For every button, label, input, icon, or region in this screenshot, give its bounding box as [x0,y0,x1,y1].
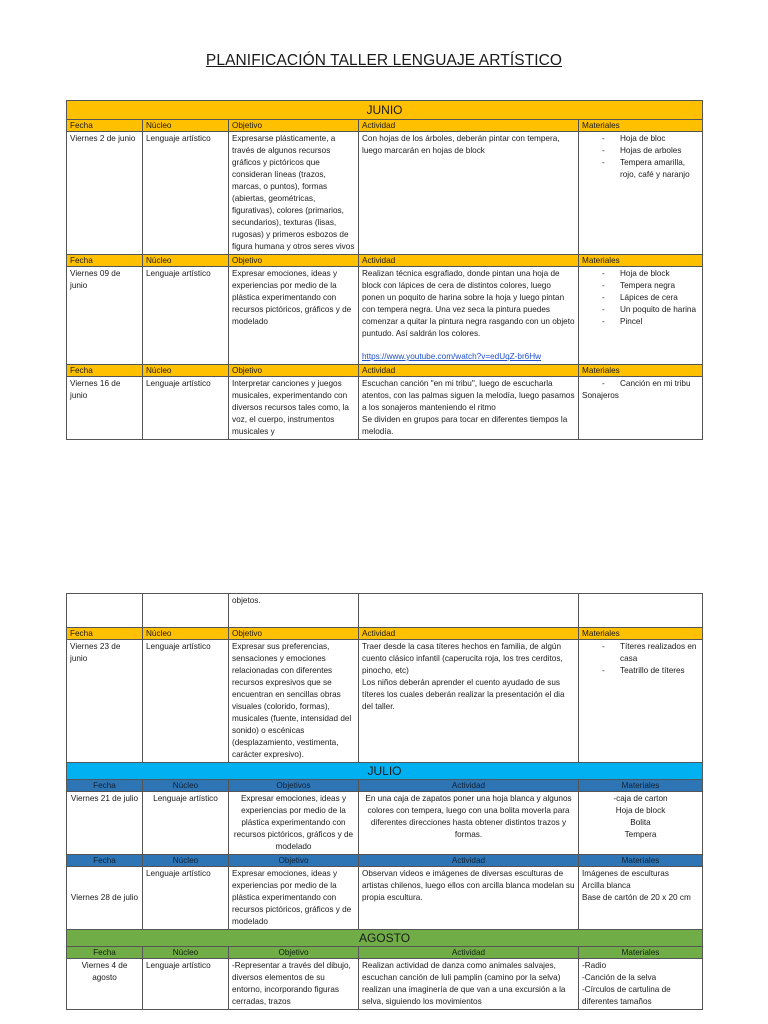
header-actividad: Actividad [359,855,579,867]
header-actividad: Actividad [359,255,579,267]
nucleo-cell: Lenguaje artístico [143,959,229,1010]
materiales-item: - Hoja de block [582,268,699,280]
document-title: PLANIFICACIÓN TALLER LENGUAJE ARTÍSTICO [205,52,563,69]
materiales-item: - Canción en mi tribu [582,378,699,390]
materiales-cell: -caja de carton Hoja de block Bolita Tempera [579,792,703,855]
nucleo-cell: Lenguaje artístico [143,377,229,440]
header-nucleo: Núcleo [143,628,229,640]
table-row-continued [67,594,703,628]
column-header-row [67,255,703,267]
column-header-row [67,365,703,377]
header-materiales: Materiales [579,628,703,640]
youtube-link[interactable]: https://www.youtube.com/watch?v=edUqZ-br6Hw [362,352,542,361]
actividad-cell: Escuchan canción "en mi tribu", luego de escucharla atentos, con las palmas siguen la melodía, luego pasamos a los sonajeros manteniendo el ritmo Se dividen en grupos para tocar en diferentes tiempos la melodía. [359,377,579,440]
header-actividad: Actividad [359,947,579,959]
nucleo-cell: Lenguaje artístico [143,132,229,255]
nucleo-cell: Lenguaje artístico [143,640,229,763]
actividad-text: Realizan técnica esgrafiado, donde pintan una hoja de block con lápices de cera de distintos colores, luego ponen un poquito de harina sobre la hoja y luego pintan con tempera negra. Una vez seca la pintura puedes comenzar a quitar la pintura negra rasgando con un objeto puntudo. Así saldrán los colores. [362,269,575,338]
materiales-cell [579,640,703,763]
materiales-item: - Lápices de cera [582,292,699,304]
header-fecha: Fecha [67,365,143,377]
table-row [67,792,703,855]
table-row [67,132,703,255]
header-fecha: Fecha [67,947,143,959]
header-actividad: Actividad [359,628,579,640]
table-row [67,640,703,763]
objetivo-cell: Expresarse plásticamente, a través de algunos recursos gráficos y pictóricos que consideran líneas (trazos, marcas, o puntos), formas (abiertas, geométricas, figurativas), colores (primarios, secundarios), texturas (lisas, rugosas) y primeros esbozos de figura humana y otros seres vivos [229,132,359,255]
table-row [67,377,703,440]
materiales-item: - Un poquito de harina [582,304,699,316]
materiales-item: - Pincel [582,316,699,328]
objetivo-cell: Expresar emociones, ideas y experiencias por medio de la plástica experimentando con recursos pictóricos, gráficos y de modelado [229,792,359,855]
header-objetivo: Objetivo [229,365,359,377]
materiales-item: - Hojas de arboles [582,145,699,157]
header-materiales: Materiales [579,947,703,959]
materiales-item: - Tempera negra [582,280,699,292]
header-fecha: Fecha [67,255,143,267]
header-objetivo: Objetivo [229,628,359,640]
fecha-cell: Viernes 23 de junio [67,640,143,763]
header-fecha: Fecha [67,120,143,132]
junio-table-page-1 [66,100,703,440]
header-objetivo: Objetivo [229,255,359,267]
header-fecha: Fecha [67,628,143,640]
header-materiales: Materiales [579,255,703,267]
month-header-julio: JULIO [67,763,703,780]
materiales-cell: -Radio -Canción de la selva -Círculos de cartulina de diferentes tamaños [579,959,703,1010]
actividad-cell: En una caja de zapatos poner una hoja blanca y algunos colores con tempera, luego con una bolita moverla para diferentes direcciones hasta obtener distintos trazos y formas. [359,792,579,855]
objetivo-cell: Interpretar canciones y juegos musicales, experimentando con diversos recursos tales como, la voz, el cuerpo, instrumentos musicales y [229,377,359,440]
table-row [67,867,703,930]
materiales-item: - Tempera amarilla, rojo, café y naranjo [582,157,699,181]
materiales-cell [579,132,703,255]
header-nucleo: Núcleo [143,947,229,959]
nucleo-cell: Lenguaje artístico [143,267,229,365]
objetivo-cell: objetos. [229,594,359,628]
fecha-cell: Viernes 16 de junio [67,377,143,440]
header-fecha: Fecha [67,780,143,792]
column-header-row [67,120,703,132]
header-materiales: Materiales [579,120,703,132]
column-header-row [67,855,703,867]
header-nucleo: Núcleo [143,255,229,267]
fecha-cell: Viernes 21 de julio [67,792,143,855]
month-header-agosto: AGOSTO [67,930,703,947]
actividad-cell: Traer desde la casa títeres hechos en familia, de algún cuento clásico infantil (caperucita roja, los tres cerditos, pinocho, etc) Los niños deberán aprender el cuento ayudado de sus títeres los cuales deberán realizar la presentación el dia del taller. [359,640,579,763]
header-fecha: Fecha [67,855,143,867]
header-objetivo: Objetivo [229,855,359,867]
actividad-cell: Observan videos e imágenes de diversas esculturas de artistas chilenos, luego ellos con arcilla blanca modelan su propia escultura. [359,867,579,930]
header-actividad: Actividad [359,120,579,132]
table-row [67,267,703,365]
nucleo-cell: Lenguaje artístico [143,792,229,855]
objetivo-cell: Expresar sus preferencias, sensaciones y emociones relacionadas con diferentes recursos expresivos que se encuentran en sencillas obras visuales (colorido, formas), musicales (fuente, intensidad del sonido) o escénicas (desplazamiento, vestimenta, carácter expresivo). [229,640,359,763]
nucleo-cell: Lenguaje artístico [143,867,229,930]
column-header-row [67,628,703,640]
table-row [67,959,703,1010]
header-materiales: Materiales [579,365,703,377]
objetivo-cell: Expresar emociones, ideas y experiencias por medio de la plástica experimentando con recursos pictóricos, gráficos y de modelado [229,267,359,365]
plan-table-page-2 [66,593,703,1010]
header-nucleo: Núcleo [143,855,229,867]
fecha-cell: Viernes 4 de agosto [67,959,143,1010]
materiales-item: - Hoja de bloc [582,133,699,145]
materiales-cell: Imágenes de esculturas Arcilla blanca Base de cartón de 20 x 20 cm [579,867,703,930]
header-objetivo: Objetivo [229,947,359,959]
objetivo-cell: Expresar emociones, ideas y experiencias por medio de la plástica experimentando con recursos pictóricos, gráficos y de modelado [229,867,359,930]
actividad-cell: Con hojas de los árboles, deberán pintar con tempera, luego marcarán en hojas de block [359,132,579,255]
header-nucleo: Núcleo [143,365,229,377]
objetivo-cell: -Representar a través del dibujo, diversos elementos de su entorno, incorporando figuras cerradas, trazos [229,959,359,1010]
header-nucleo: Núcleo [143,120,229,132]
fecha-cell: Viernes 2 de junio [67,132,143,255]
header-objetivos: Objetivos [229,780,359,792]
header-nucleo: Núcleo [143,780,229,792]
actividad-cell [359,267,579,365]
header-materiales: Materiales [579,855,703,867]
header-actividad: Actividad [359,365,579,377]
header-objetivo: Objetivo [229,120,359,132]
month-header-junio: JUNIO [67,101,703,120]
materiales-cell [579,267,703,365]
header-actividad: Actividad [359,780,579,792]
column-header-row [67,780,703,792]
column-header-row [67,947,703,959]
actividad-cell: Realizan actividad de danza como animales salvajes, escuchan canción de luli pamplin (camino por la selva) realizan una imaginería de que van a una excursión a la selva, siguiendo los movimientos [359,959,579,1010]
materiales-cell [579,377,703,440]
header-materiales: Materiales [579,780,703,792]
fecha-cell: Viernes 28 de julio [67,867,143,930]
fecha-cell: Viernes 09 de junio [67,267,143,365]
materiales-item: Sonajeros [582,391,619,400]
materiales-item: - Teatrillo de títeres [582,665,699,677]
materiales-item: - Títeres realizados en casa [582,641,699,665]
